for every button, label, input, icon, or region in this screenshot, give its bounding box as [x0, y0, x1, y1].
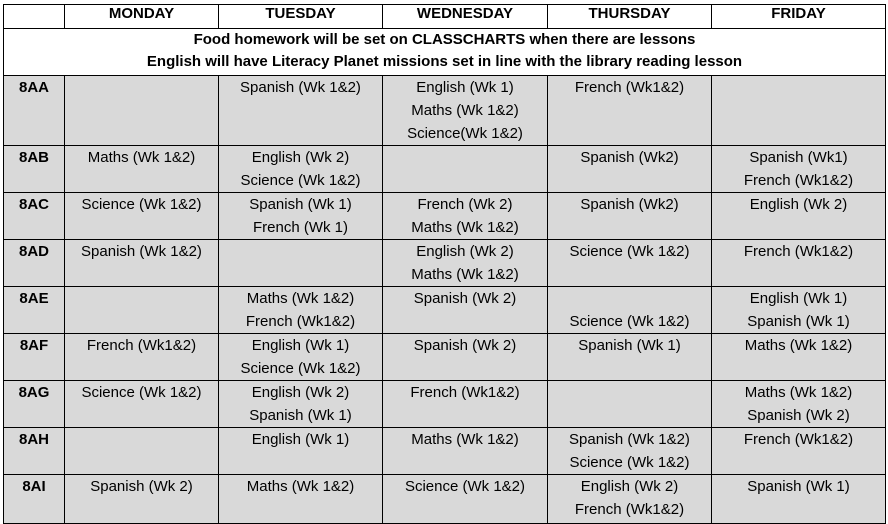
- cell-wednesday: [383, 146, 548, 193]
- cell-monday: [65, 193, 219, 240]
- cell-friday: [712, 76, 886, 146]
- table-row: [4, 475, 886, 524]
- cell-thursday: [548, 193, 712, 240]
- cell-monday: [65, 334, 219, 381]
- day-header-wednesday: WEDNESDAY: [383, 5, 548, 29]
- homework-entry: Spanish (Wk 2): [90, 478, 193, 495]
- cell-tuesday: [219, 381, 383, 428]
- table-row: [4, 428, 886, 475]
- cell-thursday: [548, 240, 712, 287]
- notice-line: Food homework will be set on CLASSCHARTS when there are lessons: [193, 31, 696, 48]
- homework-entry: Spanish (Wk 1&2): [240, 79, 361, 96]
- homework-entry: Spanish (Wk 2): [413, 290, 517, 307]
- cell-monday: [65, 475, 219, 524]
- homework-entry: Science (Wk 1&2): [240, 360, 361, 377]
- homework-entry: Spanish (Wk 1): [747, 313, 850, 330]
- notice-cell: [4, 29, 886, 76]
- group-label: 8AF: [4, 334, 65, 381]
- homework-entry: French (Wk 1): [252, 219, 348, 236]
- homework-entry: Spanish (Wk 1): [747, 478, 850, 495]
- table-row: [4, 240, 886, 287]
- group-label: 8AH: [4, 428, 65, 475]
- cell-wednesday: [383, 287, 548, 334]
- cell-tuesday: [219, 428, 383, 475]
- homework-entry: Maths (Wk 1&2): [411, 266, 519, 283]
- cell-thursday: [548, 287, 712, 334]
- cell-monday: [65, 428, 219, 475]
- group-label: 8AG: [4, 381, 65, 428]
- homework-entry: French (Wk1&2): [574, 79, 685, 96]
- cell-tuesday: [219, 146, 383, 193]
- homework-entry: English (Wk 2): [580, 478, 679, 495]
- group-label: 8AC: [4, 193, 65, 240]
- homework-entry: French (Wk1&2): [743, 431, 854, 448]
- homework-entry: Spanish (Wk 1&2): [81, 243, 202, 260]
- cell-wednesday: [383, 193, 548, 240]
- cell-tuesday: [219, 76, 383, 146]
- homework-entry: Maths (Wk 1&2): [411, 431, 519, 448]
- homework-entry: English (Wk 1): [749, 290, 848, 307]
- homework-entry: English (Wk 1): [251, 337, 350, 354]
- homework-entry: Spanish (Wk2): [580, 196, 679, 213]
- group-label: 8AB: [4, 146, 65, 193]
- cell-thursday: [548, 428, 712, 475]
- homework-entry: Spanish (Wk1): [749, 149, 848, 166]
- cell-thursday: [548, 334, 712, 381]
- cell-thursday: [548, 381, 712, 428]
- cell-tuesday: [219, 193, 383, 240]
- cell-tuesday: [219, 287, 383, 334]
- homework-entry: French (Wk1&2): [410, 384, 520, 401]
- table-row: [4, 381, 886, 428]
- homework-entry: English (Wk 2): [749, 196, 848, 213]
- homework-entry: English (Wk 2): [251, 149, 350, 166]
- homework-entry: Spanish (Wk 1): [249, 196, 352, 213]
- table-row: [4, 76, 886, 146]
- cell-wednesday: [383, 76, 548, 146]
- corner-cell: [4, 5, 65, 29]
- homework-entry: English (Wk 1): [251, 431, 350, 448]
- cell-wednesday: [383, 334, 548, 381]
- cell-friday: [712, 475, 886, 524]
- cell-friday: [712, 428, 886, 475]
- group-label: 8AA: [4, 76, 65, 146]
- homework-entry: Science (Wk 1&2): [404, 478, 526, 495]
- cell-thursday: [548, 146, 712, 193]
- homework-entry: French (Wk1&2): [743, 243, 854, 260]
- cell-wednesday: [383, 381, 548, 428]
- cell-friday: [712, 334, 886, 381]
- table-row: [4, 193, 886, 240]
- homework-entry: Science(Wk 1&2): [407, 125, 523, 142]
- homework-entry: French (Wk1&2): [86, 337, 197, 354]
- cell-thursday: [548, 76, 712, 146]
- homework-entry: Maths (Wk 1&2): [411, 219, 519, 236]
- cell-friday: [712, 287, 886, 334]
- homework-entry: Science (Wk 1&2): [569, 313, 690, 330]
- homework-entry: French (Wk1&2): [574, 501, 685, 518]
- cell-tuesday: [219, 240, 383, 287]
- homework-entry: Maths (Wk 1&2): [744, 337, 853, 354]
- cell-thursday: [548, 475, 712, 524]
- homework-entry: Science (Wk 1&2): [81, 196, 202, 213]
- homework-entry: Spanish (Wk 1): [249, 407, 352, 424]
- homework-entry: Spanish (Wk 2): [747, 407, 850, 424]
- homework-entry: Science (Wk 1&2): [240, 172, 361, 189]
- cell-monday: [65, 240, 219, 287]
- homework-entry: Spanish (Wk 1): [578, 337, 681, 354]
- homework-entry: Maths (Wk 1&2): [246, 290, 355, 307]
- homework-entry: Maths (Wk 1&2): [87, 149, 196, 166]
- homework-entry: French (Wk 2): [417, 196, 513, 213]
- day-header-tuesday: TUESDAY: [219, 5, 383, 29]
- cell-monday: [65, 76, 219, 146]
- day-header-friday: FRIDAY: [712, 5, 886, 29]
- homework-entry: Science (Wk 1&2): [569, 243, 690, 260]
- header-row: [4, 5, 886, 29]
- homework-entry: Spanish (Wk 2): [413, 337, 517, 354]
- homework-entry: Maths (Wk 1&2): [246, 478, 355, 495]
- day-header-thursday: THURSDAY: [548, 5, 712, 29]
- cell-friday: [712, 381, 886, 428]
- homework-entry: English (Wk 2): [416, 243, 514, 260]
- table-row: [4, 146, 886, 193]
- cell-wednesday: [383, 428, 548, 475]
- cell-wednesday: [383, 475, 548, 524]
- day-header-monday: MONDAY: [65, 5, 219, 29]
- notice-line: English will have Literacy Planet missions set in line with the library reading lesson: [146, 53, 743, 70]
- homework-entry: Science (Wk 1&2): [569, 454, 690, 471]
- group-label: 8AI: [4, 475, 65, 524]
- homework-entry: French (Wk1&2): [245, 313, 356, 330]
- cell-tuesday: [219, 475, 383, 524]
- cell-friday: [712, 193, 886, 240]
- homework-entry: Spanish (Wk2): [580, 149, 679, 166]
- group-label: 8AD: [4, 240, 65, 287]
- cell-friday: [712, 240, 886, 287]
- table-row: [4, 334, 886, 381]
- group-label: 8AE: [4, 287, 65, 334]
- cell-monday: [65, 381, 219, 428]
- homework-entry: Spanish (Wk 1&2): [569, 431, 690, 448]
- cell-tuesday: [219, 334, 383, 381]
- cell-monday: [65, 287, 219, 334]
- homework-entry: Science (Wk 1&2): [81, 384, 202, 401]
- cell-friday: [712, 146, 886, 193]
- homework-timetable: [3, 4, 886, 524]
- cell-wednesday: [383, 240, 548, 287]
- homework-entry: Maths (Wk 1&2): [411, 102, 519, 119]
- notice-row: [4, 29, 886, 76]
- homework-entry: English (Wk 1): [416, 79, 514, 96]
- homework-entry: Maths (Wk 1&2): [744, 384, 853, 401]
- cell-monday: [65, 146, 219, 193]
- homework-entry: English (Wk 2): [251, 384, 350, 401]
- table-row: [4, 287, 886, 334]
- homework-entry: French (Wk1&2): [743, 172, 854, 189]
